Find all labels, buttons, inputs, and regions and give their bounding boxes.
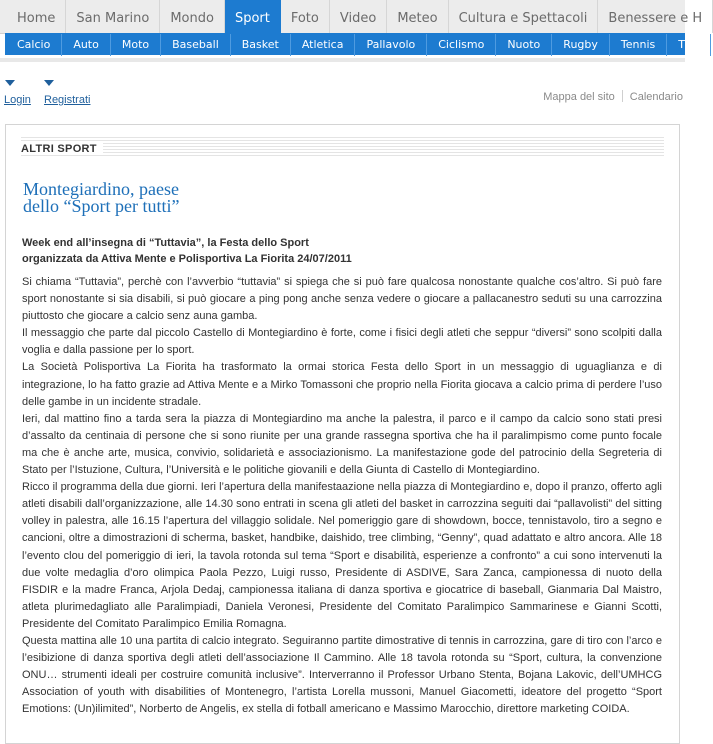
subnav-item-baseball[interactable]: Baseball — [161, 34, 231, 56]
article-paragraph: La Società Polisportiva La Fiorita ha trasformato la ormai storica Festa dello Sport in un messaggio di uguaglianza e di integrazione, lo ha fatto grazie ad Attiva Mente e a Mirko Tomassoni che proprio nella Fiorita giocava a calcio prima di perdere l’uso delle gambe in un incidente stradale. — [22, 361, 662, 408]
subnav-item-calcio[interactable]: Calcio — [5, 34, 62, 56]
register-link[interactable]: Registrati — [44, 94, 91, 106]
subnav-item-auto[interactable]: Auto — [62, 34, 111, 56]
article-title-line-1: Montegiardino, paese — [23, 179, 179, 199]
article-body — [22, 274, 662, 718]
nav-item-benessere[interactable]: Benessere e H — [598, 0, 713, 33]
calendar-link[interactable]: Calendario — [629, 91, 683, 103]
article-subtitle-line-1: Week end all’insegna di “Tuttavia”, la Festa dello Sport — [22, 237, 309, 249]
article-paragraph: Ieri, dal mattino fino a tarda sera la piazza di Montegiardino ma anche la palestra, il parco e il campo da calcio sono stati presi d’assalto da centinaia di persone che si sono riunite per una grande rassegna sportiva che ha il paralimpismo come punto focale ma che è anche arte, musica, convivio, solidarietà e associazionismo. La manifestazione gode del patrocinio della Segreteria di Stato per l’Istuzione, Cultura, l’Università e le politiche giovanili e della Giunta di Castello di Montegiardino. — [22, 412, 662, 477]
subnav-item-rugby[interactable]: Rugby — [552, 34, 610, 56]
header-divider — [0, 58, 685, 62]
sport-sub-nav — [5, 33, 699, 55]
subnav-item-nuoto[interactable]: Nuoto — [496, 34, 552, 56]
article-subtitle — [22, 235, 662, 267]
article-subtitle-line-2: organizzata da Attiva Mente e Polisportiva La Fiorita 24/07/2011 — [22, 253, 352, 265]
article-paragraph: Questa mattina alle 10 una partita di calcio integrato. Seguiranno partite dimostrative di tennis in carrozzina, gare di tiro con l’arco e l’esibizione di danza sportiva degli atleti dell’associazione Il Cammino. Alle 18 tavola rotonda su “Sport, cultura, la convenzione ONU… strumenti ideali per costruire comunità inclusive”. Interverranno il Professor Urbano Stenta, Bojana Lakovic, dell’UMHCG Association of youth with disabilities of Montenegro, l’artista Lorella mussoni, Manuel Giacometti, ideatore del progetto “Sport Emotions: (Un)ilimited”, Norberto de Angelis, ex stella di fotball americano e Massimo Marocchio, direttore marketing COIDA. — [22, 634, 662, 716]
article-paragraph: Il messaggio che parte dal piccolo Castello di Montegiardino è forte, come i fisici degli atleti che seppur “diversi” sono scolpiti dalla voglia e dalla passione per lo sport. — [22, 327, 662, 357]
subnav-item-tiro[interactable]: Tiro — [667, 34, 710, 56]
nav-item-meteo[interactable]: Meteo — [387, 0, 448, 33]
utility-separator — [622, 90, 623, 102]
subnav-item-basket[interactable]: Basket — [231, 34, 291, 56]
utility-links — [543, 90, 683, 103]
article-title — [23, 181, 623, 215]
subnav-item-pallavolo[interactable]: Pallavolo — [355, 34, 427, 56]
register-arrow-icon[interactable] — [44, 80, 54, 86]
login-link[interactable]: Login — [4, 94, 31, 106]
site-map-link[interactable]: Mappa del sito — [543, 91, 615, 103]
subnav-item-ciclismo[interactable]: Ciclismo — [427, 34, 496, 56]
article-paragraph: Si chiama “Tuttavia”, perchè con l’avverbio “tuttavia” si spiega che si può fare qualcosa nonostante qualche cos’altro. Si può fare sport nonostante si sia disabili, si può giocare a ping pong anche senza vedere o giocare a pallacanestro seduti su una carrozzina piuttosto che giocare a calcio senz auna gamba. — [22, 276, 662, 323]
nav-item-foto[interactable]: Foto — [281, 0, 330, 33]
subnav-item-atletica[interactable]: Atletica — [291, 34, 356, 56]
section-header — [21, 137, 664, 157]
login-arrow-icon[interactable] — [5, 80, 15, 86]
nav-item-sport[interactable]: Sport — [225, 0, 281, 33]
subnav-item-moto[interactable]: Moto — [111, 34, 161, 56]
main-nav — [0, 0, 703, 34]
nav-item-video[interactable]: Video — [330, 0, 387, 33]
nav-item-cultura-spettacoli[interactable]: Cultura e Spettacoli — [449, 0, 599, 33]
nav-item-home[interactable]: Home — [0, 0, 66, 33]
nav-item-mondo[interactable]: Mondo — [160, 0, 225, 33]
section-title: ALTRI SPORT — [21, 143, 103, 155]
article-box — [5, 124, 680, 744]
article-title-line-2: dello “Sport per tutti” — [23, 196, 180, 216]
nav-item-san-marino[interactable]: San Marino — [66, 0, 160, 33]
article-paragraph: Ricco il programma della due giorni. Ieri l’apertura della manifestaazione nella piazza di Montegiardino e, dopo il pranzo, offerto agli atleti disabili dall’organizzazione, alle 14.30 sono entrati in scena gli atleti del basket in carrozzina seguiti dai “pallavolisti” del sitting volley in palestra, alle 16.15 l’apertura del villaggio solidale. Nel pomeriggio gare di showdown, bocce, tennistavolo, tiro a segno e cancioni, oltre a dimostrazioni di scherma, basket, handbike, daishido, tree climbing, “Genny”, quad adattato e altro ancora. Alle 18 l’evento clou del pomeriggio di ieri, la tavola rotonda sul tema “Sport e disabilità, esperienze a confronto” a cui sono intervenuti la due volte medaglia d’oro olimpica Paola Pezzo, Luigi russo, Presidente di ASDIVE, Sara Zanca, campionessa di nuoto della FISDIR e la madre Franca, Arjola Dedaj, campionessa italiana di danza sportiva e giocatrice di baseball, Gianmaria Dal Maistro, atleta plurimedagliato alle Paralimpiadi, Daniela Veronesi, Presidente del Comitato Paralimpico Sammarinese e Gianni Scotti, Presidente del Comitato Paralimpico Emilia Romagna. — [22, 481, 662, 630]
subnav-item-tennis[interactable]: Tennis — [610, 34, 667, 56]
